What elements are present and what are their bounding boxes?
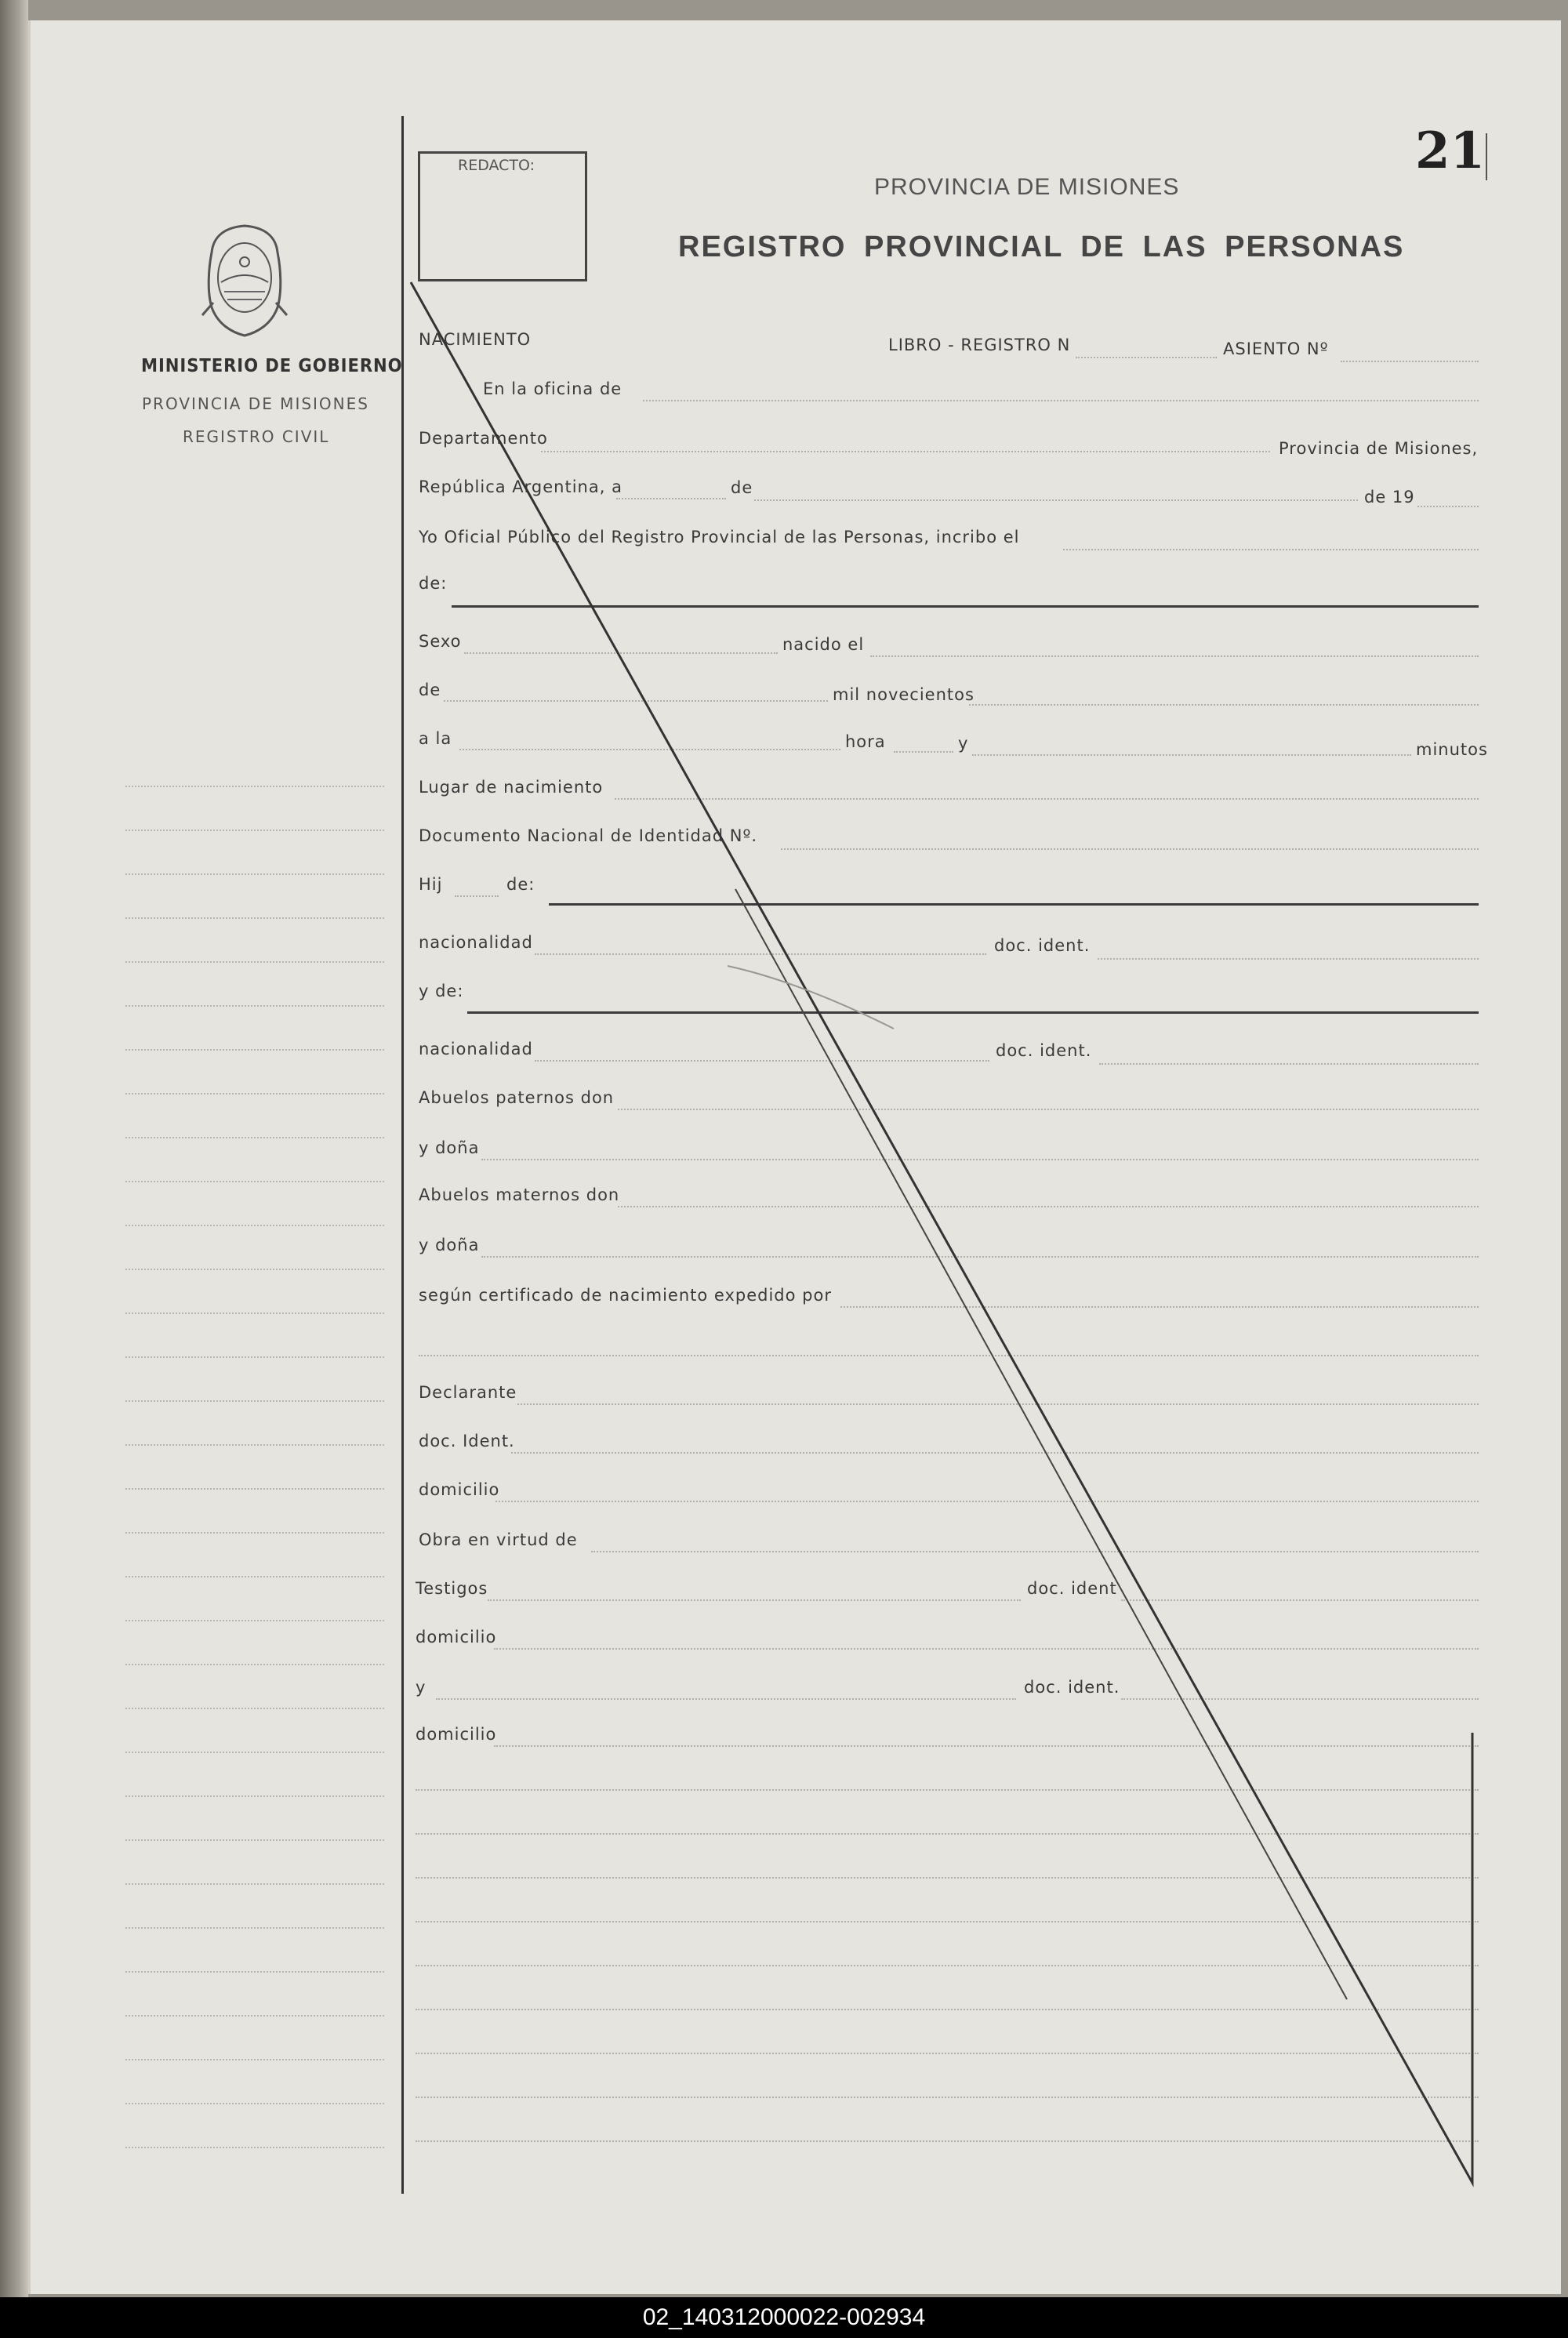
- nacionalidad-label-2: nacionalidad: [419, 1040, 533, 1058]
- scan-filename: 02_140312000022-002934: [642, 2304, 926, 2330]
- documento-label: Documento Nacional de Identidad Nº.: [419, 826, 758, 845]
- de-label-3: de:: [506, 875, 535, 894]
- mil-novecientos-label: mil novecientos: [833, 685, 975, 704]
- y-de-label: y de:: [419, 982, 464, 1000]
- y-label-1: y: [958, 734, 969, 753]
- lugar-label: Lugar de nacimiento: [419, 778, 604, 797]
- doc-ident-label-4: doc. ident: [1027, 1579, 1117, 1598]
- republica-label: República Argentina, a: [419, 477, 622, 496]
- ministry-label: MINISTERIO DE GOBIERNO: [141, 356, 403, 376]
- doc-ident-label-3: doc. Ident.: [419, 1432, 515, 1450]
- left-province-label: PROVINCIA DE MISIONES: [142, 394, 369, 413]
- domicilio-label-2: domicilio: [416, 1628, 497, 1646]
- de-label-2: de: [419, 681, 441, 699]
- y-label-2: y: [416, 1678, 426, 1697]
- doc-ident-label-5: doc. ident.: [1024, 1678, 1120, 1697]
- header-title: REGISTRO PROVINCIAL DE LAS PERSONAS: [678, 231, 1405, 263]
- obra-label: Obra en virtud de: [419, 1530, 578, 1549]
- nacimiento-label: NACIMIENTO: [419, 330, 532, 349]
- a-la-label: a la: [419, 729, 452, 748]
- left-registry-label: REGISTRO CIVIL: [183, 427, 330, 446]
- de-19-label: de 19: [1364, 488, 1415, 506]
- oficial-label: Yo Oficial Público del Registro Provincial de las Personas, incribo el: [419, 528, 1020, 546]
- segun-label: según certificado de nacimiento expedido por: [419, 1286, 832, 1305]
- abuelos-paternos-label: Abuelos paternos don: [419, 1088, 615, 1107]
- y-dona-label-1: y doña: [419, 1138, 480, 1157]
- redacto-label: REDACTO:: [458, 157, 535, 174]
- header-province: PROVINCIA DE MISIONES: [874, 174, 1180, 200]
- departamento-label: Departamento: [419, 429, 548, 448]
- y-dona-label-2: y doña: [419, 1236, 480, 1254]
- sexo-label: Sexo: [419, 632, 462, 651]
- de-colon-label: de:: [419, 574, 448, 593]
- hij-label: Hij: [419, 875, 443, 894]
- provincia-misiones-label: Provincia de Misiones,: [1279, 439, 1479, 458]
- domicilio-label-1: domicilio: [419, 1480, 500, 1499]
- minutos-label: minutos: [1416, 740, 1488, 759]
- domicilio-label-3: domicilio: [416, 1725, 497, 1744]
- abuelos-maternos-label: Abuelos maternos don: [419, 1185, 620, 1204]
- page-number: 21: [1415, 122, 1486, 180]
- nacionalidad-label-1: nacionalidad: [419, 933, 533, 952]
- hora-label: hora: [845, 732, 886, 751]
- testigos-label: Testigos: [416, 1579, 488, 1598]
- libro-label: LIBRO - REGISTRO N: [888, 336, 1071, 354]
- doc-ident-label-2: doc. ident.: [996, 1041, 1092, 1060]
- oficina-label: En la oficina de: [483, 379, 622, 398]
- declarante-label: Declarante: [419, 1383, 517, 1402]
- asiento-label: ASIENTO Nº: [1223, 339, 1329, 358]
- nacido-label: nacido el: [782, 635, 865, 654]
- de-label-1: de: [731, 478, 753, 497]
- doc-ident-label-1: doc. ident.: [994, 936, 1091, 955]
